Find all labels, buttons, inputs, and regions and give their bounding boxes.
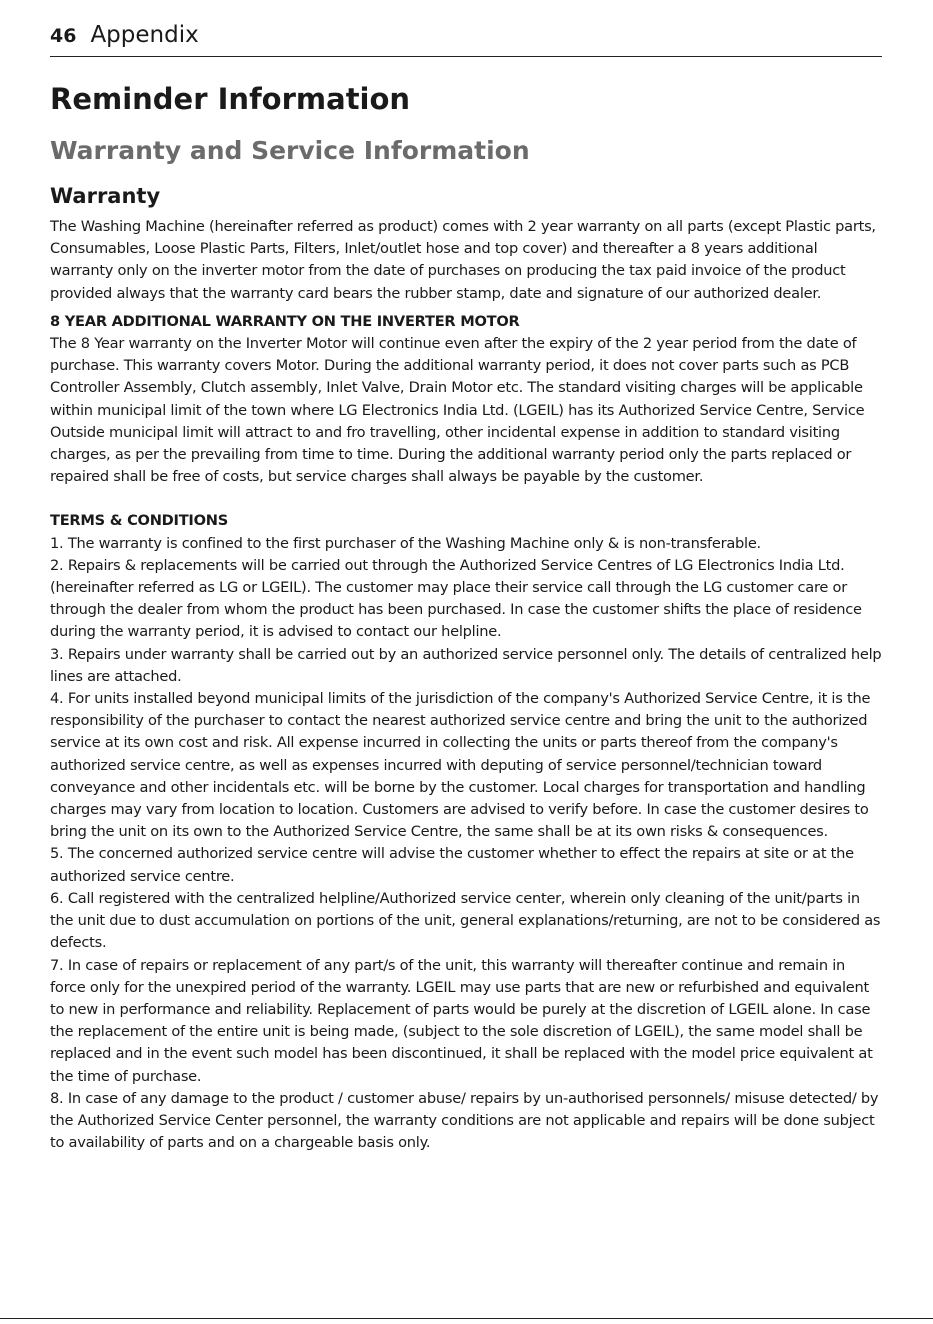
section-subtitle: Warranty and Service Information xyxy=(50,136,530,165)
motor-warranty-paragraph: The 8 Year warranty on the Inverter Motor will continue even after the expiry of the 2 year period from the date of purchase. This warranty covers Motor. During the additional warranty period, it does not cover parts such as PCB Controller Assembly, Clutch assembly, Inlet Valve, Drain Motor etc. The standard visiting charges will be applicable within municipal limit of the town where LG Electronics India Ltd. (LGEIL) has its Authorized Service Centre, Service Outside municipal limit will attract to and fro travelling, other incidental expense in addition to standard visiting charges, as per the prevailing from time to time. During the additional warranty period only the parts replaced or repaired shall be free of costs, but service charges shall always be payable by the customer. xyxy=(50,335,865,486)
terms-item-4: 4. For units installed beyond municipal limits of the jurisdiction of the company's Authorized Service Centre, it is the responsibility of the purchaser to contact the nearest authorized service centre and bring the unit to the authorized service at its own cost and risk. All expense incurred in collecting the units or parts thereof from the company's authorized service centre, as well as expenses incurred with deputing of service personnel/technician toward conveyance and other incidentals etc. will be borne by the customer. Local charges for transportation and handling charges may vary from location to location. Customers are advised to verify before. In case the customer desires to bring the unit on its own to the Authorized Service Centre, the same shall be at its own risks & consequences. xyxy=(50,690,871,841)
terms-item-7: 7. In case of repairs or replacement of any part/s of the unit, this warranty will thereafter continue and remain in force only for the unexpired period of the warranty. LGEIL may use parts that are new or refurbished and equivalent to new in performance and reliability. Replacement of parts would be purely at the discretion of LGEIL alone. In case the replacement of the entire unit is being made, (subject to the sole discretion of LGEIL), the same model shall be replaced and in the event such model has been discontinued, it shall be replaced with the model price equivalent at the time of purchase. xyxy=(50,956,873,1085)
page-number: 46 xyxy=(50,25,77,47)
document-body xyxy=(50,216,882,1154)
warranty-paragraph: The Washing Machine (hereinafter referred as product) comes with 2 year warranty on all parts (except Plastic parts, Consumables, Loose Plastic Parts, Filters, Inlet/outlet hose and top cover) and thereafter a 8 years additional warranty only on the inverter motor from the date of purchases on producing the tax paid invoice of the product provided always that the warranty card bears the rubber stamp, date and signature of our authorized dealer. xyxy=(50,218,876,302)
warranty-heading: Warranty xyxy=(50,184,161,208)
terms-item-5: 5. The concerned authorized service centre will advise the customer whether to effect the repairs at site or at the authorized service centre. xyxy=(50,845,854,885)
terms-item-8: 8. In case of any damage to the product / customer abuse/ repairs by un-authorised personnels/ misuse detected/ by the Authorized Service Center personnel, the warranty conditions are not applicable and repairs will be done subject to availability of parts and on a chargeable basis only. xyxy=(50,1089,879,1152)
page-header xyxy=(50,20,882,57)
section-name: Appendix xyxy=(90,22,199,48)
terms-item-2: 2. Repairs & replacements will be carried out through the Authorized Service Centres of LG Electronics India Ltd. (hereinafter referred as LG or LGEIL). The customer may place their service call through the LG customer care or through the dealer from whom the product has been purchased. In case the customer shifts the place of residence during the warranty period, it is advised to contact our helpline. xyxy=(50,556,862,641)
terms-item-1: 1. The warranty is confined to the first purchaser of the Washing Machine only & is non-transferable. xyxy=(50,534,761,552)
terms-heading: TERMS & CONDITIONS xyxy=(50,512,228,530)
page-title: Reminder Information xyxy=(50,82,411,116)
motor-warranty-heading: 8 YEAR ADDITIONAL WARRANTY ON THE INVERTER MOTOR xyxy=(50,312,520,330)
page-bottom-divider xyxy=(0,1318,933,1319)
terms-item-3: 3. Repairs under warranty shall be carried out by an authorized service personnel only. The details of centralized help lines are attached. xyxy=(50,645,882,685)
terms-item-6: 6. Call registered with the centralized helpline/Authorized service center, wherein only cleaning of the unit/parts in the unit due to dust accumulation on portions of the unit, general explanations/returning, are not to be considered as defects. xyxy=(50,889,881,952)
